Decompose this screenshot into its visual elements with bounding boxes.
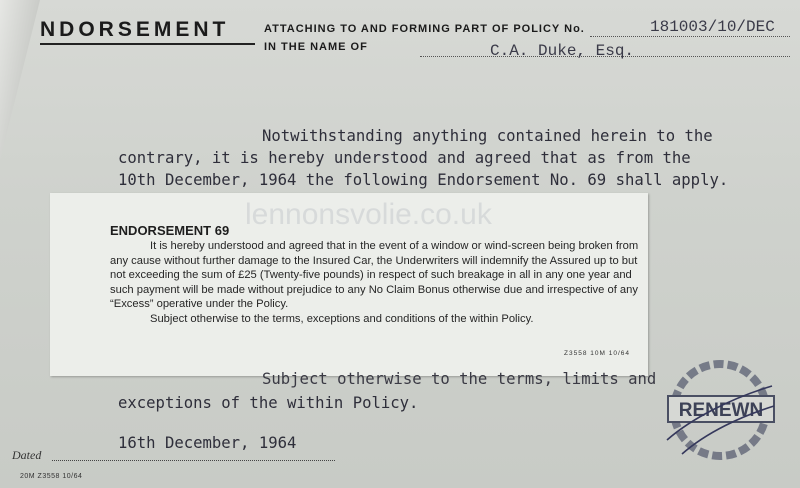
policy-dotted-line bbox=[590, 36, 790, 37]
slip-body bbox=[110, 239, 642, 327]
slip-paragraph-2: Subject otherwise to the terms, exceptions and conditions of the within Policy. bbox=[150, 312, 534, 325]
slip-print-code: Z3558 10M 10/64 bbox=[564, 350, 630, 357]
endorsement-slip bbox=[50, 193, 648, 376]
footer-print-code: 20M Z3558 10/64 bbox=[20, 473, 83, 480]
slip-title: ENDORSEMENT 69 bbox=[110, 223, 230, 238]
stamp-text: RENEWN bbox=[678, 400, 764, 421]
watermark: lennonsvolie.co.uk bbox=[245, 198, 492, 231]
typed-line-3: 10th December, 1964 the following Endorsement No. 69 shall apply. bbox=[118, 171, 729, 189]
insured-name: C.A. Duke, Esq. bbox=[490, 42, 635, 60]
typed-line-2: contrary, it is hereby understood and agreed that as from the bbox=[118, 149, 691, 167]
policy-number: 181003/10/DEC bbox=[650, 18, 775, 36]
name-label: IN THE NAME OF bbox=[264, 41, 368, 53]
renewed-stamp bbox=[662, 358, 782, 468]
policy-label: ATTACHING TO AND FORMING PART OF POLICY No. bbox=[264, 23, 585, 35]
heading-underline bbox=[40, 43, 255, 45]
subject-line-2: exceptions of the within Policy. bbox=[118, 394, 419, 412]
endorsement-heading: NDORSEMENT bbox=[40, 18, 230, 41]
typed-line-1: Notwithstanding anything contained herein to the bbox=[262, 127, 713, 145]
subject-line-1: Subject otherwise to the terms, limits and bbox=[262, 370, 657, 388]
dated-dotted-line bbox=[52, 460, 335, 461]
slip-paragraph-1: It is hereby understood and agreed that in the event of a window or wind-screen being broken from any cause without further damage to the Insured Car, the Underwriters will indemnify the Assured up to but not exceeding the sum of £25 (Twenty-five pounds) in respect of such breakage in all in any one year and such payment will be made without prejudice to any No Claim Bonus otherwise due and irrespective of any “Excess” operative under the Policy. bbox=[110, 240, 639, 311]
dated-value: 16th December, 1964 bbox=[118, 434, 297, 452]
dated-label: Dated bbox=[12, 448, 42, 462]
paper-fold bbox=[0, 0, 40, 160]
